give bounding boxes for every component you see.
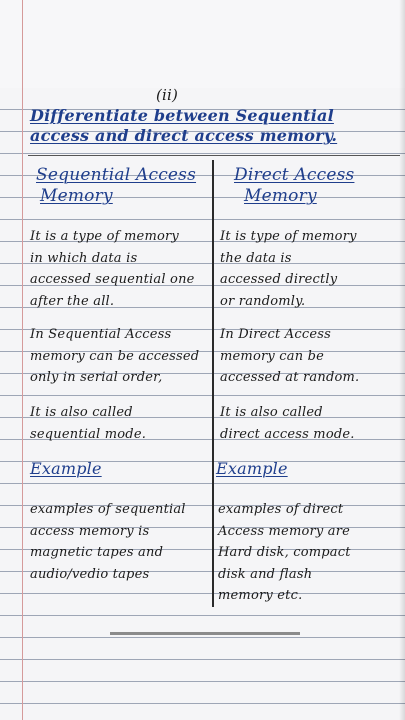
left-row-1: It is a type of memory in which data is accessed sequential one after the all. <box>30 229 195 309</box>
closing-rule <box>110 632 300 635</box>
blank-top-margin <box>0 0 405 88</box>
table-top-rule <box>28 155 400 156</box>
question-number: (ii) <box>156 86 179 104</box>
question-title-line-2: access and direct access memory. <box>30 126 338 145</box>
right-example-heading: Example <box>216 459 288 478</box>
right-row-3: It is also called direct access mode. <box>220 405 355 442</box>
right-column-title-line-2: Memory <box>244 186 317 206</box>
left-column-title-line-1: Sequential Access <box>36 165 197 185</box>
left-example-text: examples of sequential access memory is magnetic tapes and audio/vedio tapes <box>30 502 186 582</box>
left-row-3: It is also called sequential mode. <box>30 405 147 442</box>
left-column-title-line-2: Memory <box>40 186 113 206</box>
page-edge-shadow <box>399 0 405 720</box>
right-row-2: In Direct Access memory can be accessed at random. <box>220 327 360 386</box>
left-row-2: In Sequential Access memory can be accessed only in serial order, <box>30 327 200 386</box>
question-title-line-1: Differentiate between Sequential <box>30 106 334 125</box>
right-column-title-line-1: Direct Access <box>234 165 355 185</box>
right-example-text: examples of direct Access memory are Hard disk, compact disk and flash memory etc. <box>218 502 351 604</box>
right-row-1: It is type of memory the data is accessed directly or randomly. <box>220 229 357 309</box>
left-example-heading: Example <box>30 459 102 478</box>
margin-line <box>22 0 23 720</box>
column-divider <box>212 160 214 607</box>
